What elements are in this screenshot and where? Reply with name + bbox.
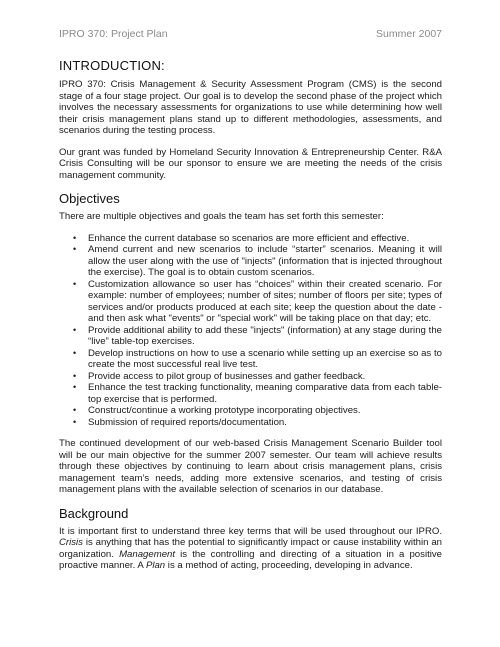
objectives-lead: There are multiple objectives and goals the team has set forth this semester: [59, 211, 384, 222]
term-plan: Plan [145, 560, 166, 571]
objective-item: • Enhance the current database so scenarios are more efficient and effective. [88, 233, 442, 245]
background-paragraph [59, 526, 442, 572]
header-project-title: IPRO 370: Project Plan [59, 28, 168, 40]
objective-item: • Amend current and new scenarios to include “starter” scenarios. Meaning it will allow the user along with the use of "injects" (information that is injected throughout the exercise). The goal is to obtain custom scenarios. [88, 244, 442, 279]
objectives-list [59, 233, 442, 429]
term-crisis: Crisis [59, 537, 83, 548]
objective-item: • Submission of required reports/documentation. [88, 417, 442, 429]
objective-item: • Develop instructions on how to use a scenario while setting up an exercise so as to create the most successful real live test. [88, 348, 442, 371]
background-text-4: is a method of acting, proceeding, developing in advance. [165, 560, 413, 571]
introduction-paragraph-1: IPRO 370: Crisis Management & Security Assessment Program (CMS) is the second stage of a four stage project. Our goal is to develop the second phase of the project which involves the necessary assessments for organizations to use while determining how well their crisis management plans stand up to different methodologies, assessments, and scenarios during the testing process. [59, 79, 442, 136]
running-header [59, 28, 442, 41]
background-text-2: is anything that has the potential to significantly impact or cause instability within an organization. [59, 537, 442, 560]
term-management: Management [119, 548, 176, 560]
objective-item: • Provide additional ability to add these "injects" (information) at any stage during the “live” table-top exercises. [88, 325, 442, 348]
objectives-heading: Objectives [59, 191, 120, 206]
background-heading: Background [59, 505, 129, 521]
objective-item: • Customization allowance so user has “choices” within their created scenario. For example: number of employees; number of sites; number of floors per site; types of services and/or products produced at each site; keep the question about the date - and then ask what "events" or "special work" will be taking place on that day; etc. [88, 279, 442, 325]
header-term: Summer 2007 [376, 28, 442, 40]
background-text-1: It is important first to understand three key terms that will be used throughout our IPRO. [59, 525, 442, 537]
introduction-paragraph-2: Our grant was funded by Homeland Security Innovation & Entrepreneurship Center. R&A Crisis Consulting will be our sponsor to ensure we are meeting the needs of the crisis management community. [59, 146, 442, 181]
objective-item: • Provide access to pilot group of businesses and gather feedback. [88, 371, 442, 383]
introduction-heading: INTRODUCTION: [59, 58, 165, 73]
objectives-closing-paragraph: The continued development of our web-based Crisis Management Scenario Builder tool will be our main objective for the summer 2007 semester. Our team will achieve results through these objectives by continuing to learn about crisis management plans, crisis management team’s needs, adding more extensive scenarios, and testing of crisis management plans with the available selection of scenarios in our database. [59, 438, 442, 495]
objective-item: • Construct/continue a working prototype incorporating objectives. [88, 405, 442, 417]
background-text-3: is the controlling and directing of a situation in a positive proactive manner. A [59, 548, 443, 571]
objective-item: • Enhance the test tracking functionality, meaning comparative data from each table-top exercise that is performed. [88, 382, 442, 405]
